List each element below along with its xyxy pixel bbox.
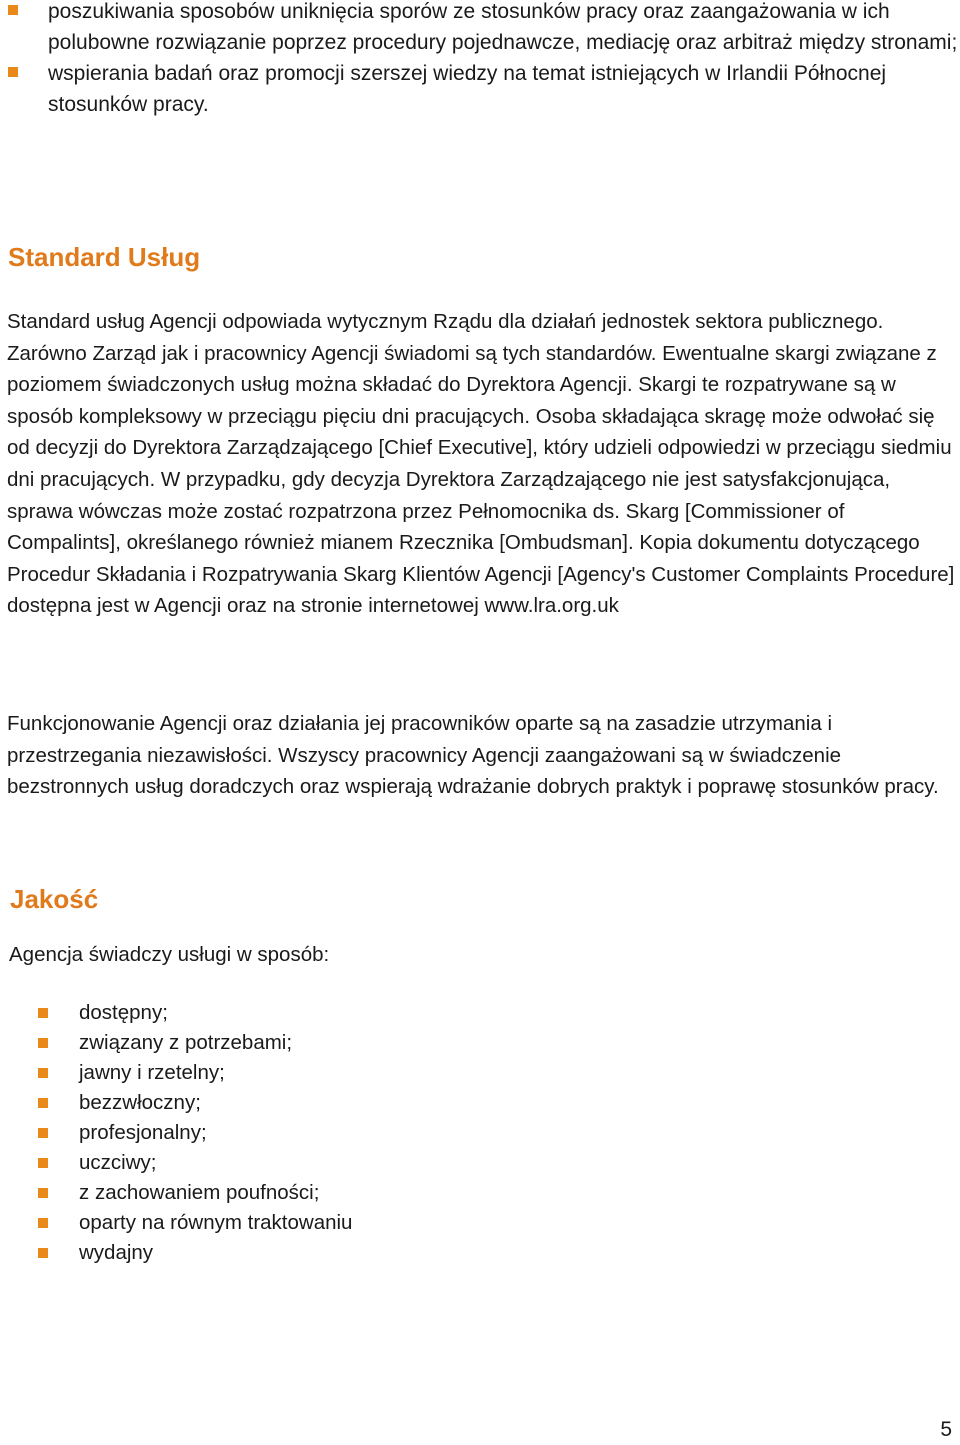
quality-list <box>0 998 600 1268</box>
list-item-text: wspierania badań oraz promocji szerszej wiedzy na temat istniejących w Irlandii Północnej stosunków pracy. <box>48 62 887 116</box>
list-item-text: jawny i rzetelny; <box>79 1061 225 1084</box>
list-item-text: uczciwy; <box>79 1151 157 1174</box>
list-item <box>0 58 960 120</box>
section-heading-quality: Jakość <box>10 884 99 914</box>
square-bullet-icon <box>38 1158 48 1168</box>
square-bullet-icon <box>38 1188 48 1198</box>
top-bullet-list <box>0 0 960 120</box>
standard-paragraph: Standard usług Agencji odpowiada wytycznym Rządu dla działań jednostek sektora publicznego. Zarówno Zarząd jak i pracownicy Agencji świadomi są tych standardów. Ewentualne skargi związane z poziomem świadczonych usług można składać do Dyrektora Agencji. Skargi te rozpatrywane są w sposób kompleksowy w przeciągu pięciu dni pracujących. Osoba składająca skragę może odwołać się od decyzji do Dyrektora Zarządzającego [Chief Executive], który udzieli odpowiedzi w przeciągu siedmiu dni pracujących. W przypadku, gdy decyzja Dyrektora Zarządzającego nie jest satysfakcjonująca, sprawa wówczas może zostać rozpatrzona przez Pełnomocnika ds. Skarg [Commissioner of Compalints], określanego również mianem Rzecznika [Ombudsman]. Kopia dokumentu dotyczącego Procedur Składania i Rozpatrywania Skarg Klientów Agencji [Agency's Customer Complaints Procedure] dostępna jest w Agencji oraz na stronie internetowej www.lra.org.uk <box>7 310 955 618</box>
list-item <box>0 1058 600 1088</box>
list-item-text: związany z potrzebami; <box>79 1031 293 1054</box>
square-bullet-icon <box>38 1218 48 1228</box>
square-bullet-icon <box>38 1128 48 1138</box>
list-item-text: profesjonalny; <box>79 1121 207 1144</box>
square-bullet-icon <box>8 67 18 77</box>
list-item <box>0 0 960 58</box>
square-bullet-icon <box>38 1008 48 1018</box>
list-item <box>0 1088 600 1118</box>
list-item <box>0 1238 600 1268</box>
square-bullet-icon <box>38 1038 48 1048</box>
list-item-text: wydajny <box>79 1241 154 1264</box>
list-item <box>0 1028 600 1058</box>
list-item-text: poszukiwania sposobów uniknięcia sporów ze stosunków pracy oraz zaangażowania w ich polubowne rozwiązanie poprzez procedury pojednawcze, mediację oraz arbitraż między stronami; <box>48 0 958 54</box>
square-bullet-icon <box>38 1248 48 1258</box>
list-item <box>0 1178 600 1208</box>
section-heading-standard: Standard Usług <box>8 242 201 272</box>
quality-intro: Agencja świadczy usługi w sposób: <box>9 943 330 966</box>
list-item-text: z zachowaniem poufności; <box>79 1181 320 1204</box>
list-item <box>0 1118 600 1148</box>
list-item-text: dostępny; <box>79 1001 168 1024</box>
list-item-text: bezzwłoczny; <box>79 1091 201 1114</box>
list-item-text: oparty na równym traktowaniu <box>79 1211 353 1234</box>
square-bullet-icon <box>38 1068 48 1078</box>
list-item <box>0 1148 600 1178</box>
independence-paragraph: Funkcjonowanie Agencji oraz działania jej pracowników oparte są na zasadzie utrzymania i przestrzegania niezawisłości. Wszyscy pracownicy Agencji zaangażowani są w świadczenie bezstronnych usług doradczych oraz wspierają wdrażanie dobrych praktyk i poprawę stosunków pracy. <box>7 712 939 799</box>
square-bullet-icon <box>8 5 18 15</box>
list-item <box>0 1208 600 1238</box>
square-bullet-icon <box>38 1098 48 1108</box>
list-item <box>0 998 600 1028</box>
page-number: 5 <box>940 1418 952 1441</box>
